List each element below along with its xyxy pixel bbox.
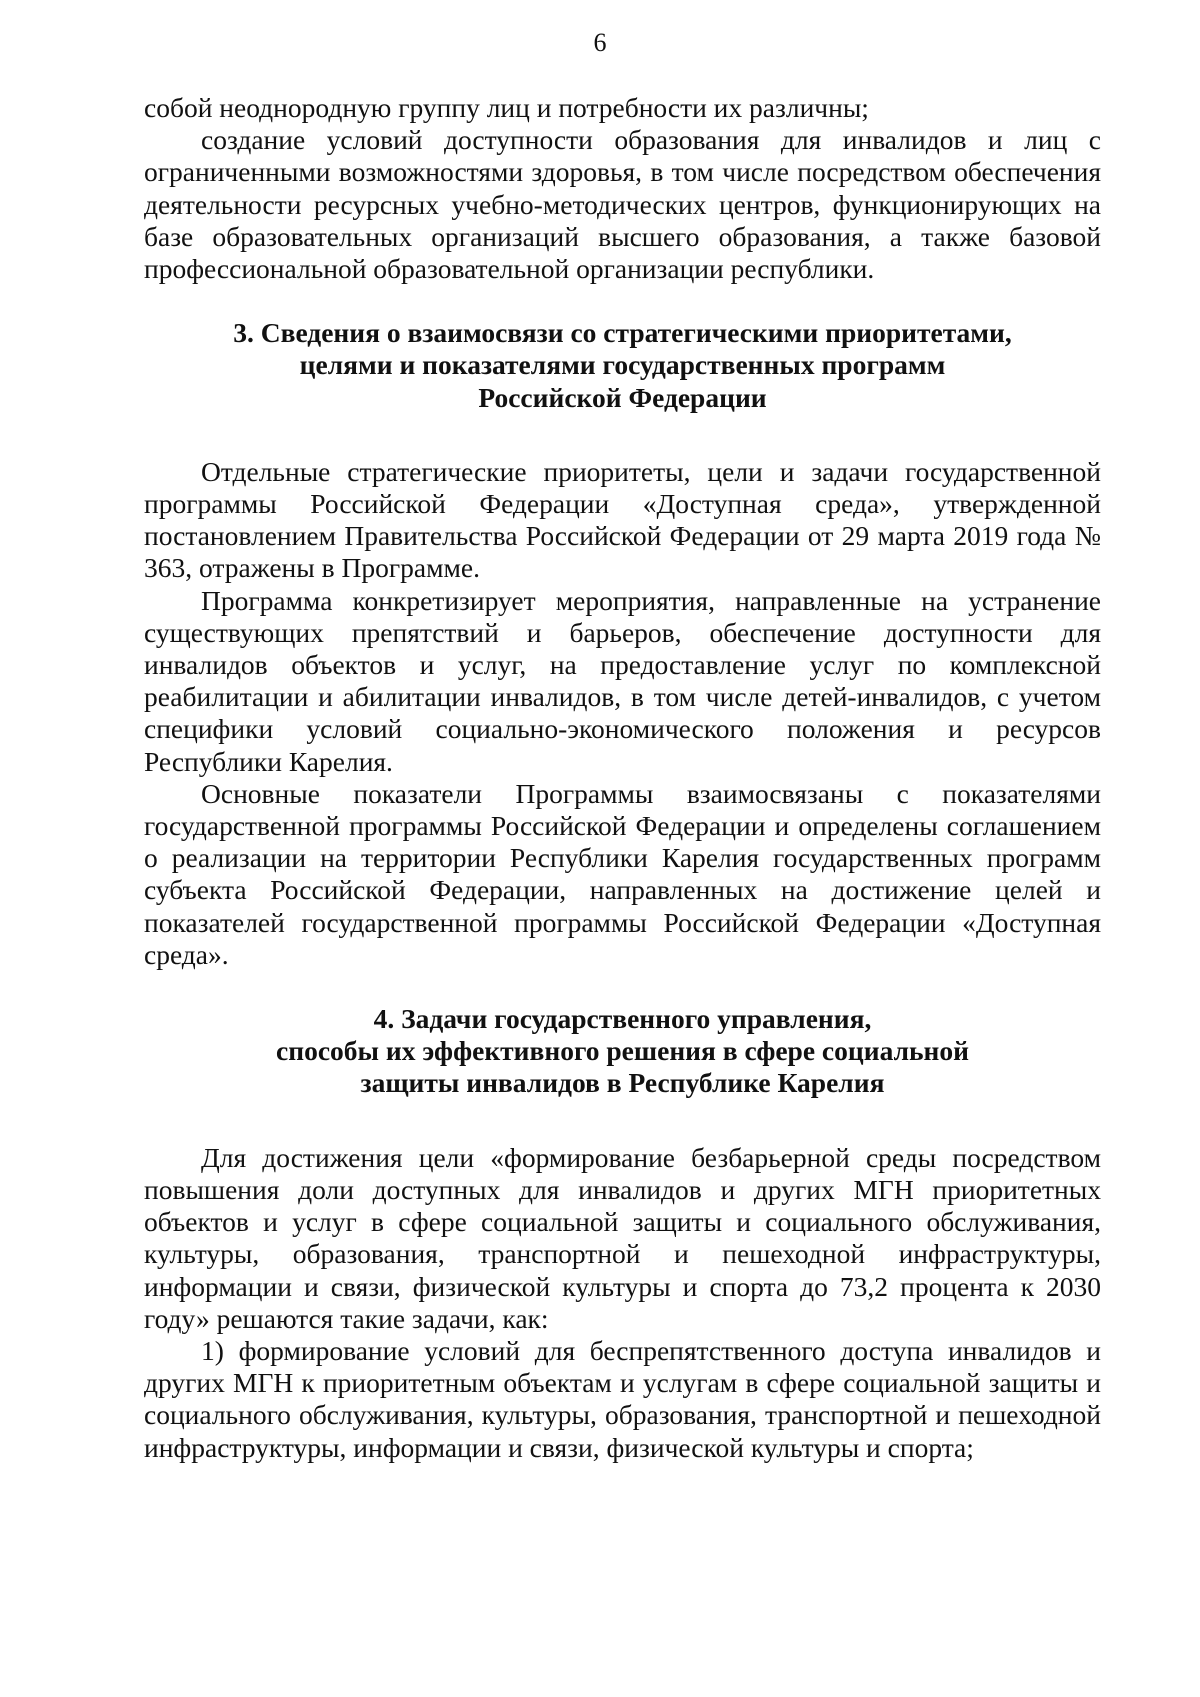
paragraph-program-measures: Программа конкретизирует мероприятия, направленные на устранение существующих препятствий и барьеров, обеспечение доступности для инвалидов объектов и услуг, на предоставление услуг по комплексной реабилитации и абилитации инвалидов, в том числе детей-инвалидов, с учетом специфики условий социально-экономического положения и ресурсов Республики Карелия. [144, 584, 1101, 777]
heading-line: способы их эффективного решения в сфере социальной [276, 1035, 969, 1067]
heading-line: защиты инвалидов в Республике Карелия [360, 1067, 885, 1099]
section-3-heading [144, 317, 1101, 414]
page-number: 6 [593, 28, 607, 57]
paragraph-indicators: Основные показатели Программы взаимосвязаны с показателями государственной программы Российской Федерации и определены соглашением о реализации на территории Республики Карелия государственных программ субъекта Российской Федерации, направленных на достижение целей и показателей государственной программы Российской Федерации «Доступная среда». [144, 777, 1101, 970]
spacer [144, 285, 1101, 317]
document-body [144, 92, 1101, 1464]
paragraph-task-1: 1) формирование условий для беспрепятственного доступа инвалидов и других МГН к приоритетным объектам и услугам в сфере социальной защиты и социального обслуживания, культуры, образования, транспортной и пешеходной инфраструктуры, информации и связи, физической культуры и спорта; [144, 1334, 1101, 1463]
paragraph-goal: Для достижения цели «формирование безбарьерной среды посредством повышения доли доступных для инвалидов и других МГН приоритетных объектов и услуг в сфере социальной защиты и социального обслуживания, культуры, образования, транспортной и пешеходной инфраструктуры, информации и связи, физической культуры и спорта до 73,2 процента к 2030 году» решаются такие задачи, как: [144, 1141, 1101, 1334]
spacer [144, 971, 1101, 1003]
paragraph-continued: собой неоднородную группу лиц и потребности их различны; [144, 92, 869, 123]
spacer [144, 1100, 1101, 1142]
paragraph-strategic-priorities: Отдельные стратегические приоритеты, цели и задачи государственной программы Российской Федерации «Доступная среда», утвержденной постановлением Правительства Российской Федерации от 29 марта 2019 года № 363, отражены в Программе. [144, 455, 1101, 584]
heading-line: 3. Сведения о взаимосвязи со стратегическими приоритетами, [233, 317, 1012, 349]
paragraph-education-access: создание условий доступности образования для инвалидов и лиц с ограниченными возможностями здоровья, в том числе посредством обеспечения деятельности ресурсных учебно-методических центров, функционирующих на базе образовательных организаций высшего образования, а также базовой профессиональной образовательной организации республики. [144, 124, 1101, 285]
heading-line: Российской Федерации [478, 381, 767, 413]
heading-line: целями и показателями государственных программ [299, 349, 946, 381]
heading-line: 4. Задачи государственного управления, [373, 1003, 872, 1035]
spacer [144, 414, 1101, 456]
section-4-heading [144, 1003, 1101, 1100]
